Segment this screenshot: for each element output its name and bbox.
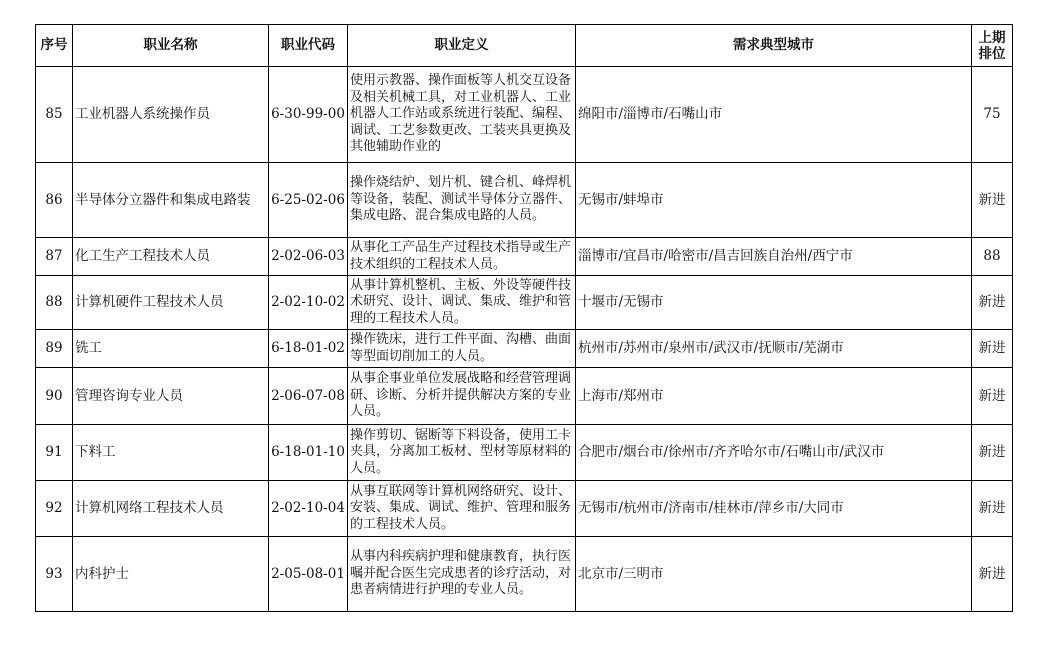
header-prev-rank-line1: 上期 [978, 29, 1006, 46]
cell-cities: 绵阳市/淄博市/石嘴山市 [576, 67, 972, 163]
cell-seq: 90 [36, 368, 73, 425]
cell-code: 6-18-01-02 [269, 330, 348, 368]
cell-seq: 86 [36, 163, 73, 238]
table-header-row [36, 25, 1013, 67]
cell-definition: 操作烧结炉、划片机、键合机、峰焊机等设备，装配、测试半导体分立器件、集成电路、混合集成电路的人员。 [348, 163, 576, 238]
cell-cities: 淄博市/宜昌市/哈密市/昌吉回族自治州/西宁市 [576, 238, 972, 276]
cell-name: 化工生产工程技术人员 [73, 238, 269, 276]
cell-name: 内科护士 [73, 537, 269, 612]
cell-name: 管理咨询专业人员 [73, 368, 269, 425]
cell-seq: 91 [36, 425, 73, 481]
header-prev-rank [972, 25, 1013, 67]
cell-prev-rank: 新进 [972, 537, 1013, 612]
table-row [36, 481, 1013, 537]
table-row [36, 67, 1013, 163]
cell-code: 2-02-10-04 [269, 481, 348, 537]
cell-prev-rank: 75 [972, 67, 1013, 163]
cell-definition: 操作铣床，进行工件平面、沟槽、曲面等型面切削加工的人员。 [348, 330, 576, 368]
table-row [36, 163, 1013, 238]
cell-name: 工业机器人系统操作员 [73, 67, 269, 163]
cell-code: 6-18-01-10 [269, 425, 348, 481]
header-name: 职业名称 [73, 25, 269, 67]
header-seq: 序号 [36, 25, 73, 67]
cell-definition: 从事计算机整机、主板、外设等硬件技术研究、设计、调试、集成、维护和管理的工程技术人员。 [348, 276, 576, 330]
cell-prev-rank: 新进 [972, 481, 1013, 537]
cell-prev-rank: 新进 [972, 425, 1013, 481]
cell-seq: 93 [36, 537, 73, 612]
cell-cities: 上海市/郑州市 [576, 368, 972, 425]
cell-name: 计算机硬件工程技术人员 [73, 276, 269, 330]
cell-seq: 89 [36, 330, 73, 368]
cell-cities: 合肥市/烟台市/徐州市/齐齐哈尔市/石嘴山市/武汉市 [576, 425, 972, 481]
cell-definition: 从事互联网等计算机网络研究、设计、安装、集成、调试、维护、管理和服务的工程技术人员。 [348, 481, 576, 537]
cell-seq: 85 [36, 67, 73, 163]
cell-prev-rank: 新进 [972, 368, 1013, 425]
cell-cities: 十堰市/无锡市 [576, 276, 972, 330]
cell-name: 铣工 [73, 330, 269, 368]
header-definition: 职业定义 [348, 25, 576, 67]
cell-code: 2-05-08-01 [269, 537, 348, 612]
table-row [36, 238, 1013, 276]
cell-seq: 87 [36, 238, 73, 276]
table-row [36, 276, 1013, 330]
table-row [36, 537, 1013, 612]
cell-code: 2-02-06-03 [269, 238, 348, 276]
table-row [36, 425, 1013, 481]
occupation-table-container [35, 24, 1013, 612]
cell-code: 6-25-02-06 [269, 163, 348, 238]
cell-seq: 92 [36, 481, 73, 537]
cell-prev-rank: 新进 [972, 163, 1013, 238]
cell-definition: 从事内科疾病护理和健康教育，执行医嘱并配合医生完成患者的诊疗活动，对患者病情进行护理的专业人员。 [348, 537, 576, 612]
cell-code: 2-06-07-08 [269, 368, 348, 425]
cell-prev-rank: 88 [972, 238, 1013, 276]
cell-cities: 无锡市/蚌埠市 [576, 163, 972, 238]
header-cities: 需求典型城市 [576, 25, 972, 67]
cell-definition: 从事企事业单位发展战略和经营管理调研、诊断、分析并提供解决方案的专业人员。 [348, 368, 576, 425]
cell-cities: 无锡市/杭州市/济南市/桂林市/萍乡市/大同市 [576, 481, 972, 537]
cell-seq: 88 [36, 276, 73, 330]
cell-code: 2-02-10-02 [269, 276, 348, 330]
cell-prev-rank: 新进 [972, 330, 1013, 368]
cell-name: 半导体分立器件和集成电路装 [73, 163, 269, 238]
cell-cities: 杭州市/苏州市/泉州市/武汉市/抚顺市/芜湖市 [576, 330, 972, 368]
cell-name: 下料工 [73, 425, 269, 481]
table-row [36, 330, 1013, 368]
cell-definition: 从事化工产品生产过程技术指导或生产技术组织的工程技术人员。 [348, 238, 576, 276]
cell-name: 计算机网络工程技术人员 [73, 481, 269, 537]
cell-cities: 北京市/三明市 [576, 537, 972, 612]
table-row [36, 368, 1013, 425]
cell-code: 6-30-99-00 [269, 67, 348, 163]
cell-definition: 使用示教器、操作面板等人机交互设备及相关机械工具，对工业机器人、工业机器人工作站或系统进行装配、编程、调试、工艺参数更改、工装夹具更换及其他辅助作业的 [348, 67, 576, 163]
cell-definition: 操作剪切、锯断等下料设备，使用工卡夹具，分离加工板材、型材等原材料的人员。 [348, 425, 576, 481]
cell-prev-rank: 新进 [972, 276, 1013, 330]
header-prev-rank-line2: 排位 [978, 45, 1006, 62]
occupation-table [35, 24, 1013, 612]
header-code: 职业代码 [269, 25, 348, 67]
